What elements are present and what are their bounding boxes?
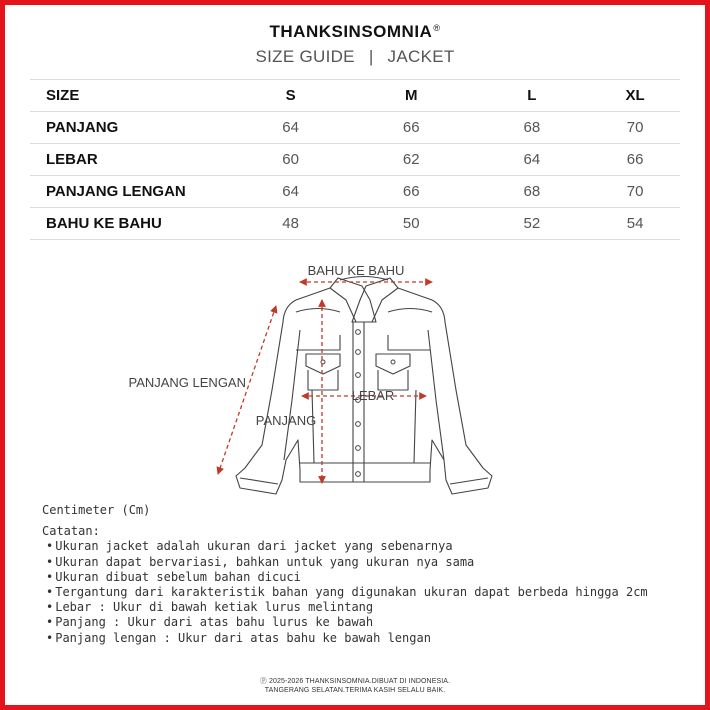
footer-line-2: TANGERANG SELATAN.TERIMA KASIH SELALU BAIK. [264, 687, 446, 694]
table-cell: 66 [349, 112, 473, 144]
table-row [30, 208, 680, 240]
table-cell: 48 [232, 208, 349, 240]
size-table-header [30, 80, 680, 112]
table-cell: 62 [349, 144, 473, 176]
jacket-diagram [0, 250, 710, 500]
list-item: • Ukuran dapat bervariasi, bahkan untuk yang ukuran nya sama [42, 555, 648, 570]
table-cell: 50 [349, 208, 473, 240]
table-cell: 68 [474, 176, 591, 208]
label-panjang: PANJANG [255, 413, 317, 428]
table-cell: 64 [232, 176, 349, 208]
registered-mark: ® [433, 23, 441, 33]
list-item: • Ukuran dibuat sebelum bahan dicuci [42, 570, 648, 585]
list-item: • Tergantung dari karakteristik bahan yang digunakan ukuran dapat berbeda hingga 2cm [42, 585, 648, 600]
table-cell: 54 [590, 208, 680, 240]
label-lebar: LEBAR [351, 388, 395, 403]
table-row [30, 144, 680, 176]
measurement-lines [218, 282, 432, 483]
subtitle-separator: | [368, 47, 374, 66]
notes-heading: Catatan: [42, 524, 100, 539]
table-row [30, 112, 680, 144]
header-size: SIZE [30, 80, 232, 112]
row-label: LEBAR [30, 144, 232, 176]
subtitle-size-guide: SIZE GUIDE [255, 47, 355, 66]
label-bahu-ke-bahu: BAHU KE BAHU [307, 263, 405, 278]
header-l: L [474, 80, 591, 112]
row-label: PANJANG [30, 112, 232, 144]
table-cell: 68 [474, 112, 591, 144]
size-table [30, 79, 680, 240]
table-cell: 66 [349, 176, 473, 208]
subtitle-jacket: JACKET [387, 47, 455, 66]
header-s: S [232, 80, 349, 112]
table-cell: 70 [590, 112, 680, 144]
page-subtitle [0, 47, 710, 67]
footer-line-1: Ⓟ 2025-2026 THANKSINSOMNIA.DIBUAT DI INDONESIA. [259, 678, 451, 685]
jacket-buttons [321, 330, 395, 477]
header-xl: XL [590, 80, 680, 112]
table-cell: 64 [474, 144, 591, 176]
list-item: • Panjang lengan : Ukur dari atas bahu ke bawah lengan [42, 631, 648, 646]
row-label: PANJANG LENGAN [30, 176, 232, 208]
list-item: • Panjang : Ukur dari atas bahu lurus ke bawah [42, 615, 648, 630]
sleeve-measure-line [218, 306, 276, 474]
table-cell: 70 [590, 176, 680, 208]
notes-list [42, 539, 648, 645]
brand-logo [0, 22, 710, 42]
header-m: M [349, 80, 473, 112]
notes-section [42, 503, 648, 646]
table-row [30, 176, 680, 208]
list-item: • Lebar : Ukur di bawah ketiak lurus melintang [42, 600, 648, 615]
brand-name: THANKSINSOMNIA [269, 22, 433, 41]
table-cell: 60 [232, 144, 349, 176]
table-cell: 66 [590, 144, 680, 176]
table-cell: 64 [232, 112, 349, 144]
table-cell: 52 [474, 208, 591, 240]
list-item: • Ukuran jacket adalah ukuran dari jacket yang sebenarnya [42, 539, 648, 554]
unit-label: Centimeter (Cm) [42, 503, 151, 517]
row-label: BAHU KE BAHU [30, 208, 232, 240]
label-panjang-lengan: PANJANG LENGAN [128, 375, 246, 390]
footer [0, 677, 710, 695]
